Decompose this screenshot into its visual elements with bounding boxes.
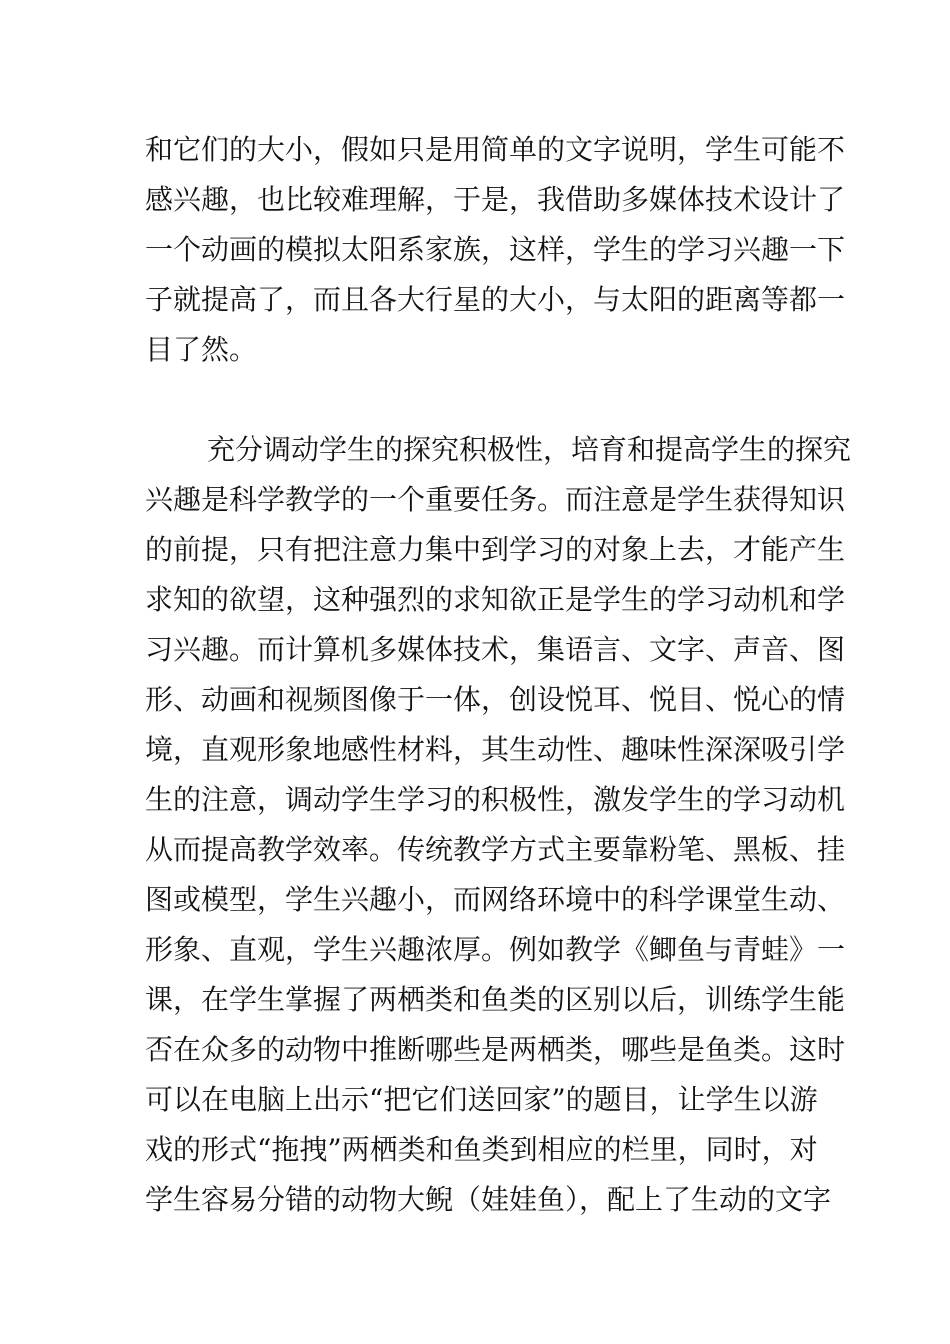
paragraph-line: 的前提，只有把注意力集中到学习的对象上去，才能产生 (145, 533, 846, 566)
paragraph-line: 否在众多的动物中推断哪些是两栖类，哪些是鱼类。这时 (145, 1033, 846, 1066)
paragraph-line: 从而提高教学效率。传统教学方式主要靠粉笔、黑板、挂 (145, 833, 846, 866)
paragraph-line: 学生容易分错的动物大鲵（娃娃鱼），配上了生动的文字 (145, 1183, 832, 1216)
paragraph-line: 课，在学生掌握了两栖类和鱼类的区别以后，训练学生能 (145, 983, 846, 1016)
paragraph-line: 形、动画和视频图像于一体，创设悦耳、悦目、悦心的情 (145, 683, 846, 716)
paragraph-line: 戏的形式“拖拽”两栖类和鱼类到相应的栏里，同时，对 (145, 1133, 818, 1166)
paragraph-1 (145, 125, 846, 375)
paragraph-2 (145, 425, 852, 1225)
paragraph-line: 生的注意，调动学生学习的积极性，激发学生的学习动机 (145, 783, 846, 816)
paragraph-line: 求知的欲望，这种强烈的求知欲正是学生的学习动机和学 (145, 583, 846, 616)
paragraph-line: 子就提高了，而且各大行星的大小，与太阳的距离等都一 (145, 283, 846, 316)
paragraph-line: 可以在电脑上出示“把它们送回家”的题目，让学生以游 (145, 1083, 818, 1116)
paragraph-line: 习兴趣。而计算机多媒体技术，集语言、文字、声音、图 (145, 633, 846, 666)
paragraph-line: 形象、直观，学生兴趣浓厚。例如教学《鲫鱼与青蛙》一 (145, 933, 846, 966)
paragraph-line: 目了然。 (145, 333, 258, 366)
paragraph-line: 一个动画的模拟太阳系家族，这样，学生的学习兴趣一下 (145, 233, 846, 266)
paragraph-line: 充分调动学生的探究积极性，培育和提高学生的探究 (207, 433, 852, 466)
paragraph-line: 感兴趣，也比较难理解，于是，我借助多媒体技术设计了 (145, 183, 846, 216)
paragraph-line: 和它们的大小，假如只是用简单的文字说明，学生可能不 (145, 133, 846, 166)
paragraph-line: 兴趣是科学教学的一个重要任务。而注意是学生获得知识 (145, 483, 846, 516)
paragraph-line: 境，直观形象地感性材料，其生动性、趣味性深深吸引学 (145, 733, 846, 766)
paragraph-line: 图或模型，学生兴趣小，而网络环境中的科学课堂生动、 (145, 883, 846, 916)
